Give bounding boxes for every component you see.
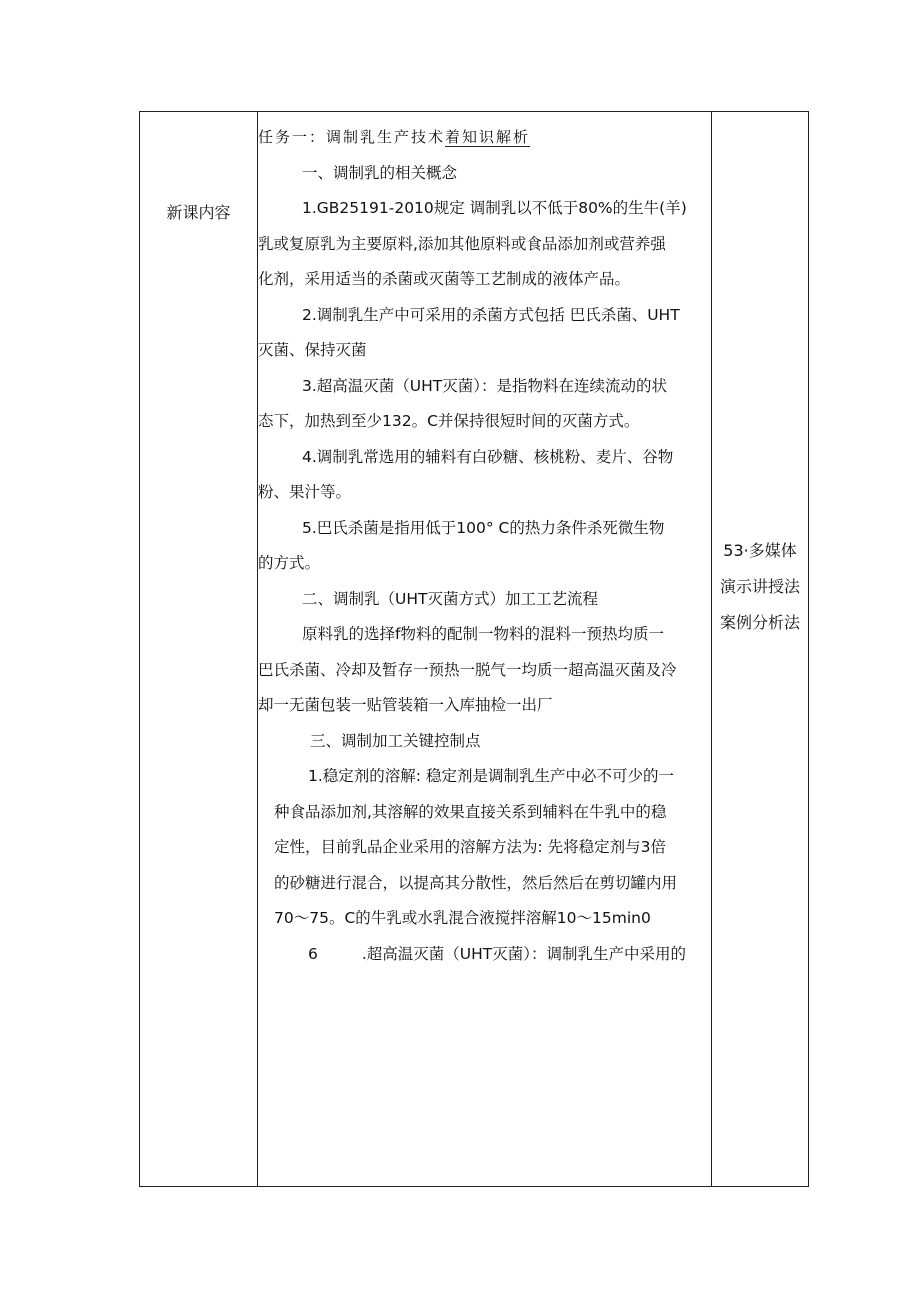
teaching-method-cell — [712, 112, 809, 1187]
lesson-plan-table — [139, 111, 809, 1187]
paragraph-3-line-1: 3.超高温灭菌（UHT灭菌）：是指物料在连续流动的状 — [302, 376, 668, 395]
key-point-1-line-2: 种食品添加剂,其溶解的效果直接关系到辅料在牛乳中的稳 — [274, 802, 667, 821]
paragraph-1-line-2: 乳或复原乳为主要原料,添加其他原料或食品添加剂或营养强 — [258, 234, 666, 253]
section-heading-1: 一、调制乳的相关概念 — [302, 163, 458, 182]
process-flow-line-3: 却一无菌包装一贴管装箱一入库抽检一出厂 — [258, 696, 553, 714]
paragraph-1-line-1: 1.GB25191-2010规定 调制乳以不低于80%的生牛(羊) — [302, 199, 687, 217]
key-point-2-number: 6 — [308, 944, 318, 963]
key-point-2-text: .超高温灭菌（UHT灭菌）：调制乳生产中采用的 — [361, 944, 687, 963]
section-heading-2: 二、调制乳（UHT灭菌方式）加工工艺流程 — [302, 589, 598, 608]
paragraph-4-line-2: 粉、果汁等。 — [258, 483, 352, 501]
table-row — [140, 112, 809, 1187]
paragraph-2-line-1: 2.调制乳生产中可采用的杀菌方式包括 巴氏杀菌、UHT — [302, 305, 680, 324]
key-point-1-line-3: 定性，目前乳品企业采用的溶解方法为: 先将稳定剂与3倍 — [274, 838, 667, 856]
paragraph-3-line-2: 态下，加热到至少132。C并保持很短时间的灭菌方式。 — [258, 412, 640, 430]
process-flow-line-1: 原料乳的选择f物料的配制一物料的混料一预热均质一 — [302, 625, 664, 643]
paragraph-2-line-2: 灭菌、保持灭菌 — [258, 341, 367, 359]
task-title-line — [258, 120, 710, 156]
lesson-content — [258, 112, 710, 972]
paragraph-1-line-3: 化剂，采用适当的杀菌或灭菌等工艺制成的液体产品。 — [258, 270, 631, 288]
key-point-1-line-4: 的砂糖进行混合，以提高其分散性，然后然后在剪切罐内用 — [274, 873, 678, 892]
content-cell — [258, 112, 712, 1187]
section-heading-3: 三、调制加工关键控制点 — [310, 731, 481, 750]
teaching-method: 53·多媒体演示讲授法案例分析法 — [719, 541, 800, 632]
key-point-2-line-1 — [258, 937, 710, 973]
process-flow-line-2: 巴氏杀菌、冷却及暂存一预热一脱气一均质一超高温灭菌及冷 — [258, 660, 677, 679]
paragraph-5-line-2: 的方式。 — [258, 554, 321, 572]
paragraph-5-line-1: 5.巴氏杀菌是指用低于100° C的热力条件杀死微生物 — [302, 518, 665, 537]
task-title-underlined: 着知识解析 — [445, 128, 531, 146]
key-point-1-line-1: 1.稳定剂的溶解: 稳定剂是调制乳生产中必不可少的一 — [308, 767, 674, 785]
row-label-cell — [140, 112, 258, 1187]
key-point-1-line-5: 70～75。C的牛乳或水乳混合液搅拌溶解10～15min0 — [274, 909, 651, 927]
paragraph-4-line-1: 4.调制乳常选用的辅料有白砂糖、核桃粉、麦片、谷物 — [302, 447, 674, 466]
row-label: 新课内容 — [166, 203, 231, 222]
task-title: 任务一：调制乳生产技术着知识解析 — [258, 128, 531, 146]
